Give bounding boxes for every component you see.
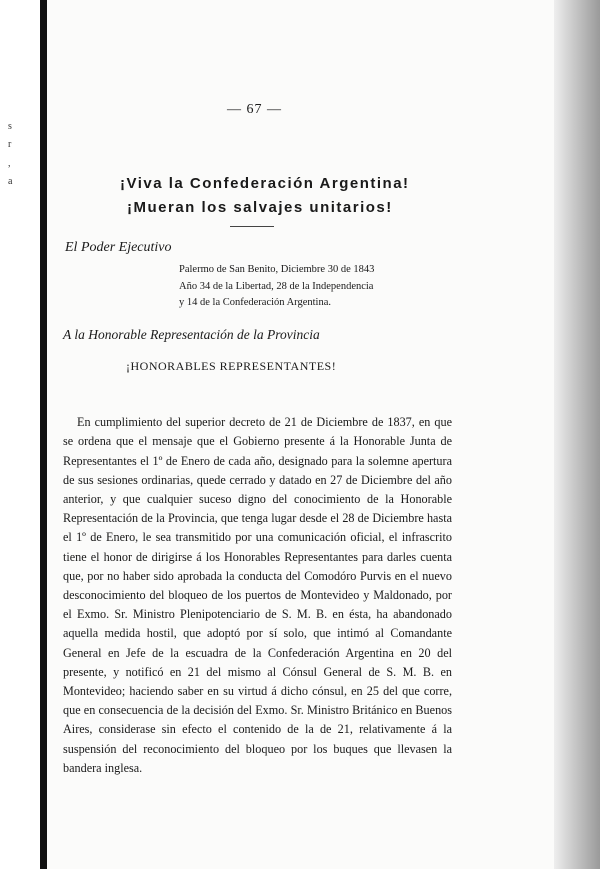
dateline-3: y 14 de la Confederación Argentina. [179,297,332,308]
salutation: ¡HONORABLES REPRESENTANTES! [126,359,337,373]
document-page [47,0,554,869]
margin-fragment: s [8,121,12,132]
dateline-2: Año 34 de la Libertad, 28 de la Independencia [179,281,374,292]
page-number: — 67 — [227,102,282,117]
addressee-heading: A la Honorable Representación de la Provincia [63,327,320,342]
margin-fragment: r [8,139,12,150]
margin-fragment: a [8,176,13,187]
dateline-1: Palermo de San Benito, Diciembre 30 de 1843 [179,264,375,275]
page-edge-shadow [552,0,600,869]
margin-fragment: , [8,158,11,169]
title-divider [230,226,274,227]
sender-heading: El Poder Ejecutivo [65,240,172,255]
title-line-2: ¡Mueran los salvajes unitarios! [127,199,393,216]
body-paragraph: En cumplimiento del superior decreto de 21 de Diciembre de 1837, en que se ordena que el mensaje que el Gobierno presente á la Honorable Junta de Representantes el 1º de Enero de cada año, designado para la solemne apertura de sus sesiones ordinarias, quede cerrado y datado en 27 de Diciembre del año anterior, y que cualquier suceso digno del conocimiento de la Honorable Representación de la Provincia, que tenga lugar desde el 28 de Diciembre hasta el 1º de Enero, le sea transmitido por una comunicación oficial, el infrascrito tiene el honor de dirigirse á los Honorables Representantes para darles cuenta que, por no haber sido aprobada la conducta del Comodóro Purvis en el nuevo desconocimiento del bloqueo de los puertos de Montevideo y Maldonado, por el Exmo. Sr. Ministro Plenipotenciario de S. M. B. en ésta, ha abandonado aquella medida hostil, que adoptó por sí solo, que intimó al Comandante General en Jefe de la escuadra de la Confederación Argentina en 20 del presente, y notificó en 21 del mismo al Cónsul General de S. M. B. en Montevideo; haciendo saber en su virtud á dicho cónsul, en 25 del que corre, que en consecuencia de la decisión del Exmo. Sr. Ministro Británico en Buenos Aires, considerase sin efecto el contenido de la de 21, relativamente á la suspensión del reconocimiento del bloqueo por los buques que llevasen la bandera inglesa. [63,415,452,775]
binding-shadow [40,0,47,869]
title-line-1: ¡Viva la Confederación Argentina! [120,175,410,192]
